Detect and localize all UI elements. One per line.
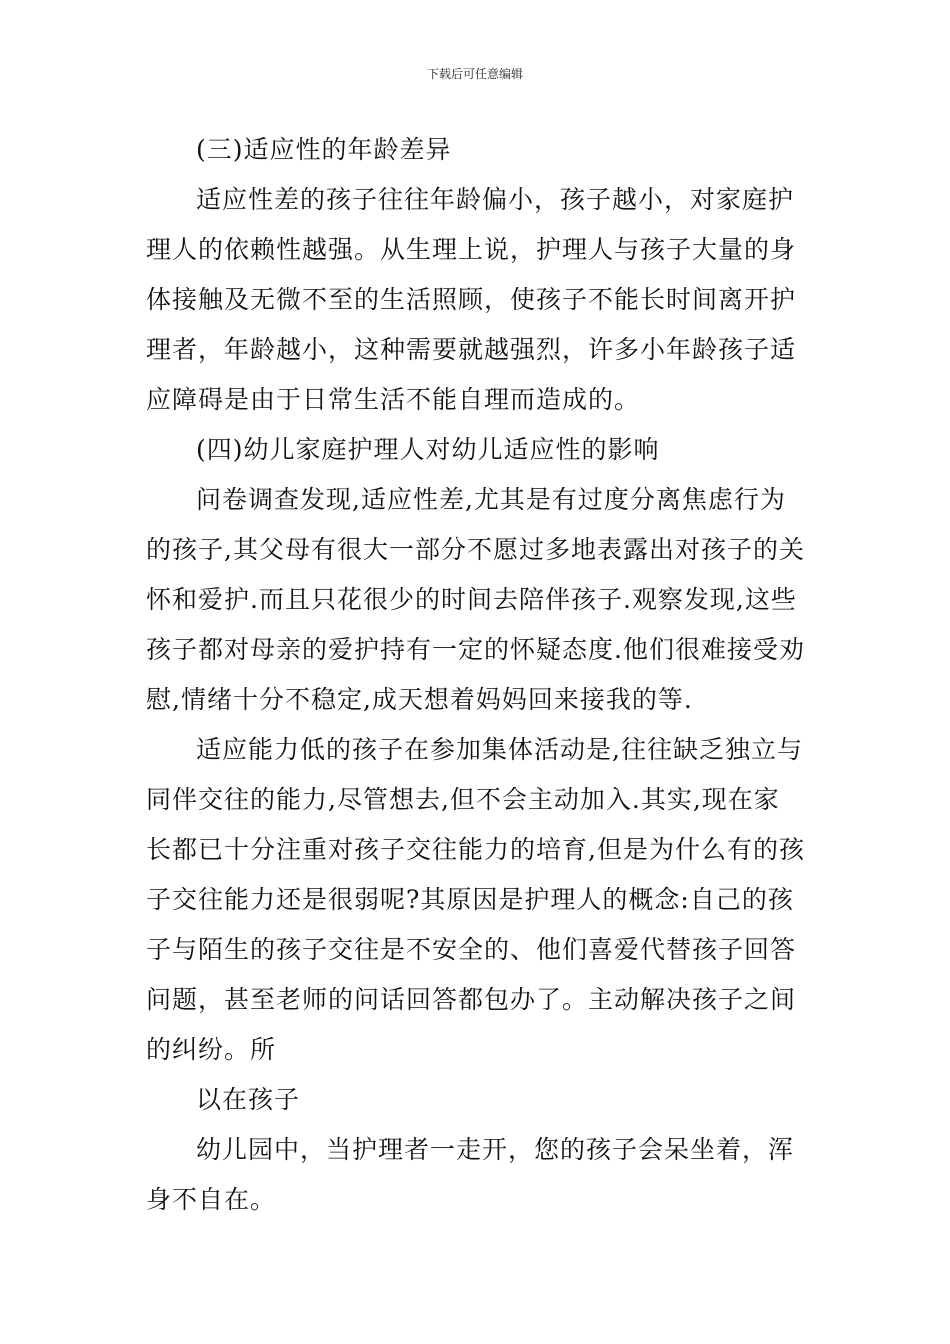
text-line: 身不自在。 [146, 1185, 277, 1214]
text-line: 的孩子,其父母有很大一部分不愿过多地表露出对孩子的关 [146, 535, 805, 564]
heading-age-difference [146, 125, 806, 175]
text-line: 理者，年龄越小，这种需要就越强烈，许多小年龄孩子适 [146, 335, 797, 364]
text-line: 怀和爱护.而且只花很少的时间去陪伴孩子.观察发现,这些 [146, 585, 797, 614]
text-line: 慰,情绪十分不稳定,成天想着妈妈回来接我的等. [146, 685, 693, 714]
paragraph-fragment [146, 1075, 806, 1125]
text-line: (三)适应性的年龄差异 [196, 135, 452, 164]
text-line: 适应性差的孩子往往年龄偏小，孩子越小，对家庭护 [196, 185, 795, 214]
heading-caregiver-influence [146, 425, 806, 475]
text-line: 的纠纷。所 [146, 1035, 277, 1064]
text-line: 应障碍是由于日常生活不能自理而造成的。 [146, 385, 641, 414]
paragraph-age-dependency [146, 175, 806, 425]
text-line: 问卷调查发现,适应性差,尤其是有过度分离焦虑行为 [196, 485, 786, 514]
paragraph-social-ability [146, 725, 806, 1075]
page-header: 下载后可任意编辑 [426, 67, 523, 81]
document-body [146, 125, 806, 1225]
text-line: 体接触及无微不至的生活照顾，使孩子不能长时间离开护 [146, 285, 797, 314]
text-line: 长都已十分注重对孩子交往能力的培育,但是为什么有的孩 [146, 835, 805, 864]
text-line: 适应能力低的孩子在参加集体活动是,往往缺乏独立与 [196, 735, 803, 764]
text-line: 同伴交往的能力,尽管想去,但不会主动加入.其实,现在家 [146, 785, 780, 814]
text-line: 理人的依赖性越强。从生理上说，护理人与孩子大量的身 [146, 235, 797, 264]
text-line: 幼儿园中，当护理者一走开，您的孩子会呆坐着，浑 [196, 1135, 795, 1164]
text-line: 孩子都对母亲的爱护持有一定的怀疑态度.他们很难接受劝 [146, 635, 805, 664]
text-line: (四)幼儿家庭护理人对幼儿适应性的影响 [196, 435, 660, 464]
paragraph-survey-findings [146, 475, 806, 725]
paragraph-kindergarten [146, 1125, 806, 1225]
text-line: 问题，甚至老师的问话回答都包办了。主动解决孩子之间 [146, 985, 797, 1014]
text-line: 子与陌生的孩子交往是不安全的、他们喜爱代替孩子回答 [146, 935, 797, 964]
text-line: 子交往能力还是很弱呢?其原因是护理人的概念:自己的孩 [146, 885, 794, 914]
text-line: 以在孩子 [196, 1085, 301, 1114]
